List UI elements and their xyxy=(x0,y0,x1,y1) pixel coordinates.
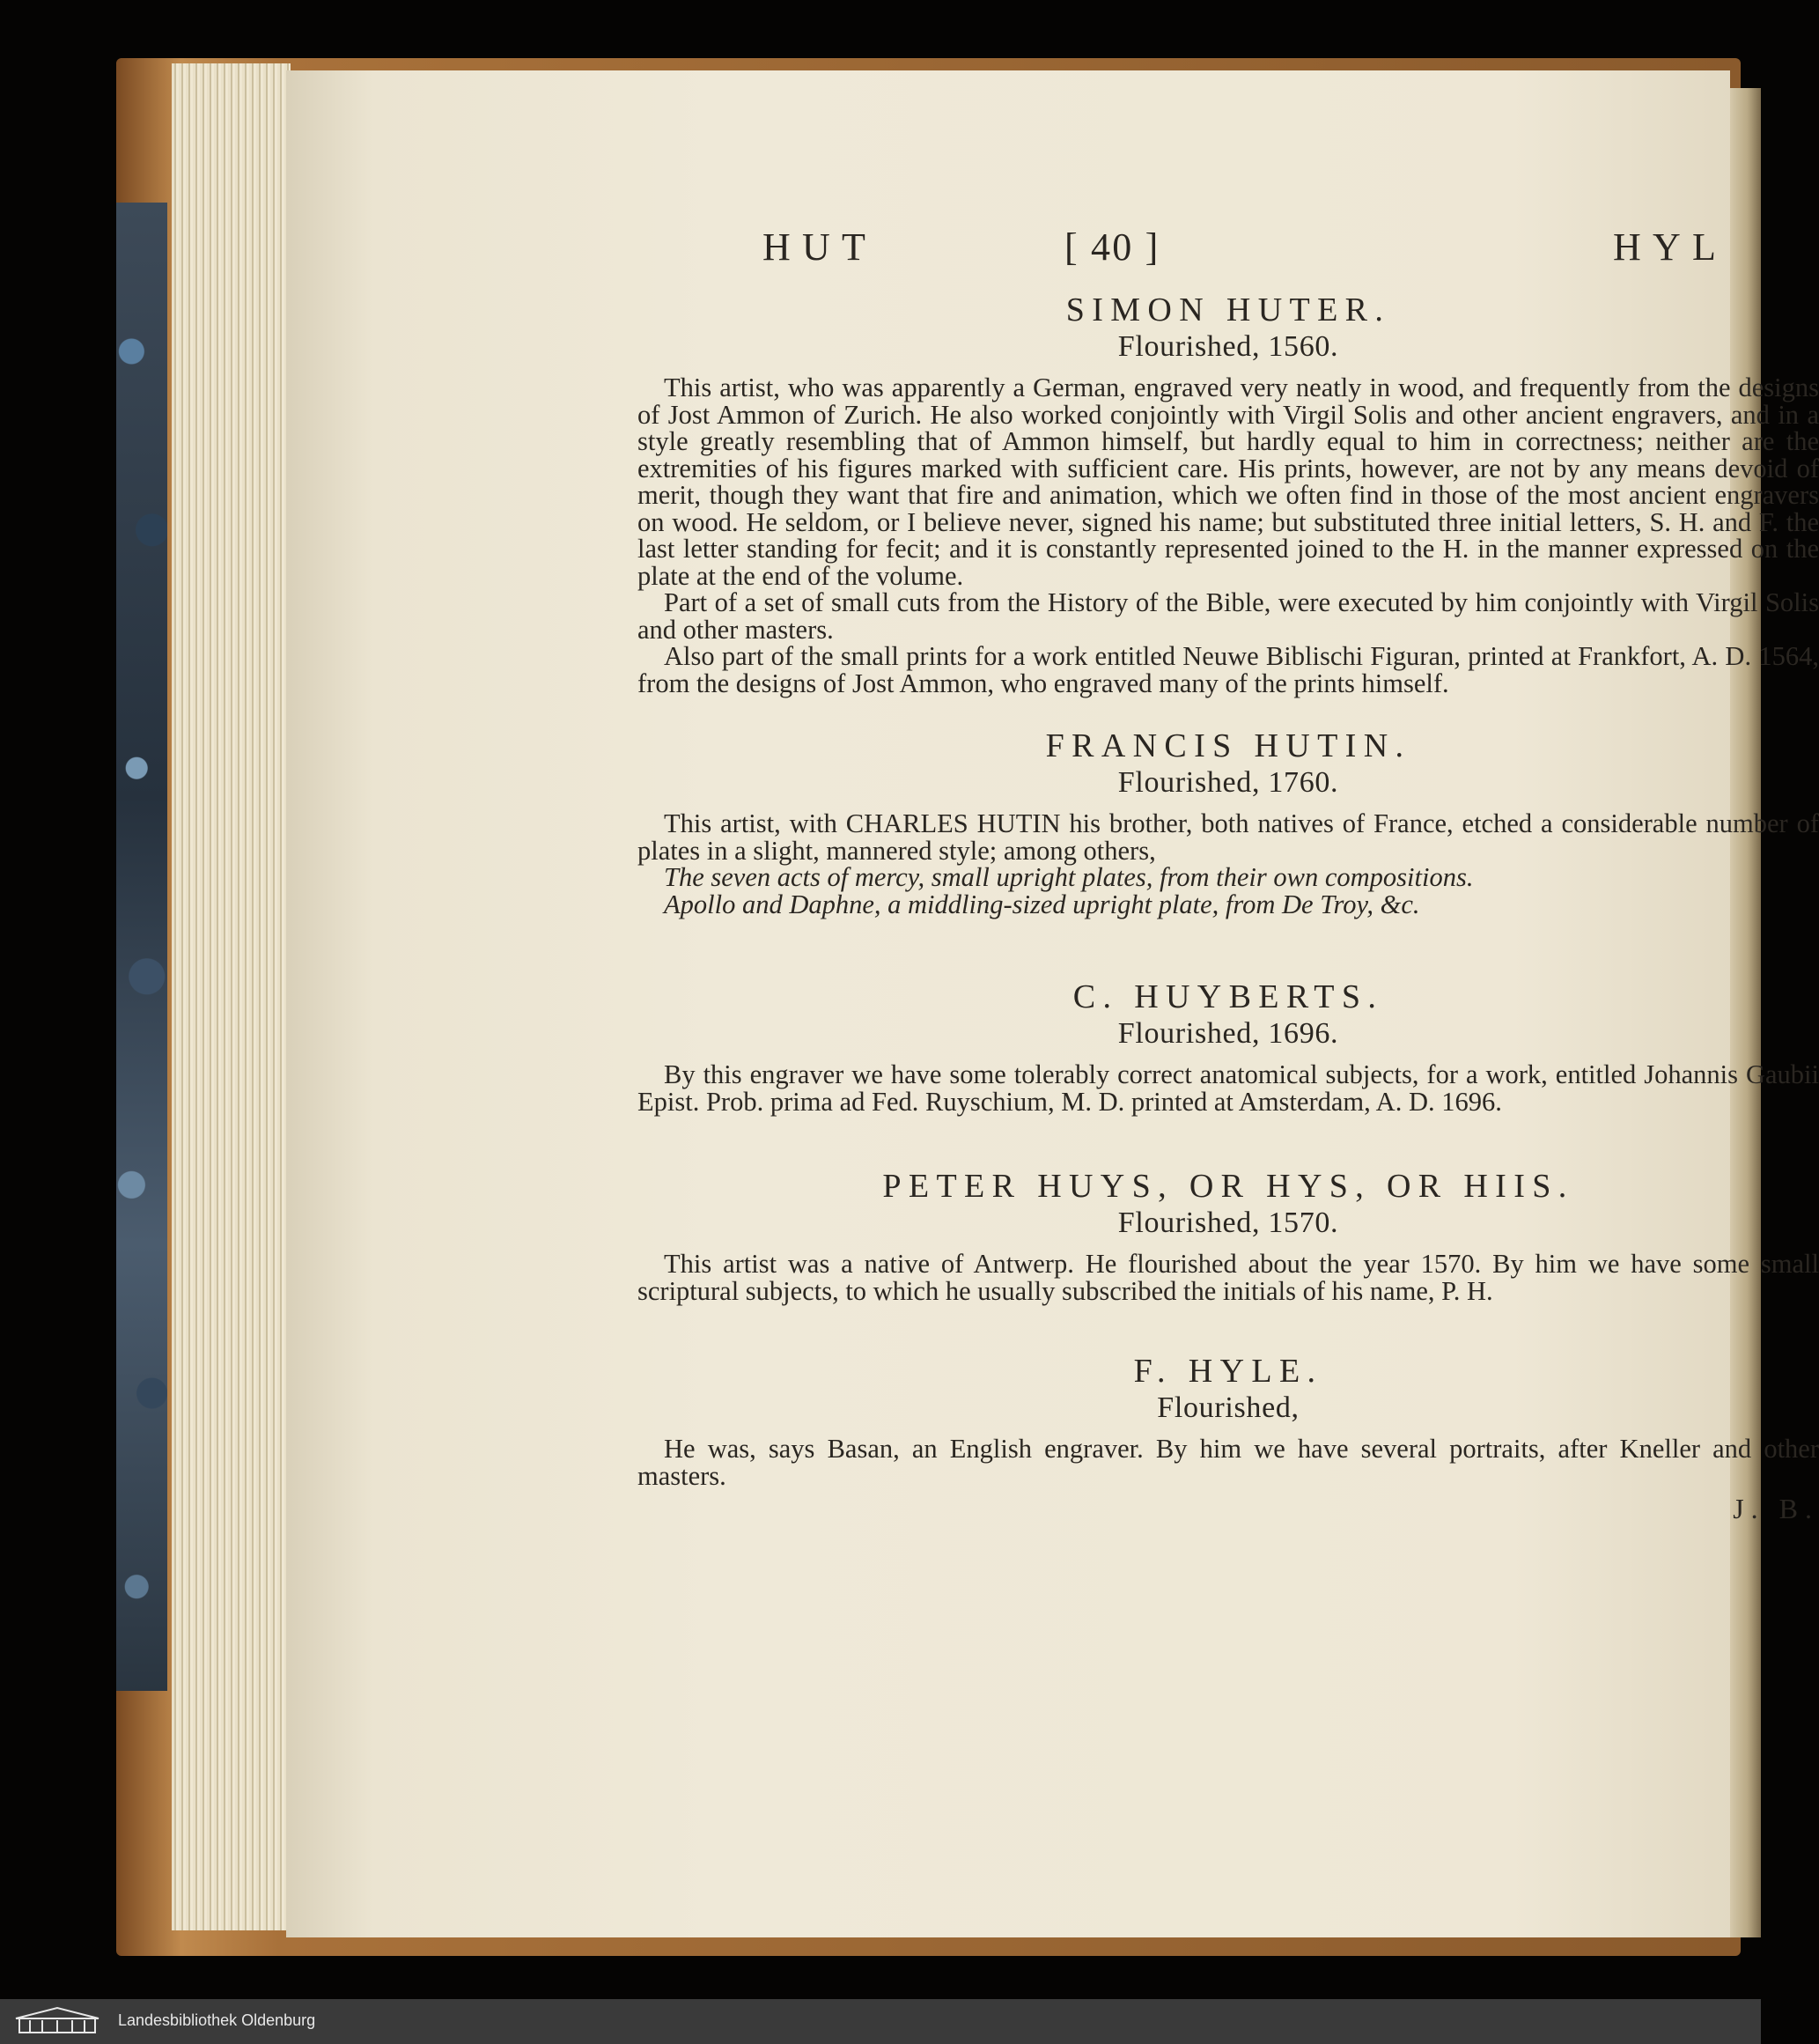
paragraph: The seven acts of mercy, small upright plates, from their own compositions. xyxy=(664,862,1474,892)
entry-body-huyberts xyxy=(637,1061,1819,1115)
entry-title-huyberts: C. HUYBERTS. xyxy=(1072,978,1384,1015)
library-name: Landesbibliothek Oldenburg xyxy=(118,2011,316,2029)
entry-flourished-hyle: Flourished, xyxy=(1157,1391,1300,1424)
paragraph: This artist, who was apparently a German, engraved very neatly in wood, and frequently from the designs of Jost Ammon of Zurich. He also worked conjointly with Virgil Solis and other ancient engravers, and in a style greatly resembling that of Ammon himself, but hardly equal to him in correctness; neither are the extremities of his figures marked with sufficient care. His prints, however, are not by any means devoid of merit, though they want that fire and animation, which we often find in those of the most ancient engravers on wood. He seldom, or I believe never, signed his name; but substituted three initial letters, S. H. and F. the last letter standing for fecit; and it is constantly represented joined to the H. in the manner expressed on the plate at the end of the volume. xyxy=(637,373,1819,591)
entry-body-huys xyxy=(637,1251,1819,1304)
book-page xyxy=(286,70,1819,1937)
page-number: [ 40 ] xyxy=(1064,225,1160,269)
paragraph: By this engraver we have some tolerably correct anatomical subjects, for a work, entitled Johannis Gaubii Epist. Prob. prima ad Fed. Ruyschium, M. D. printed at Amsterdam, A. D. 1696. xyxy=(637,1059,1819,1117)
entry-title-hyle: F. HYLE. xyxy=(1133,1353,1323,1390)
entry-flourished-huyberts: Flourished, 1696. xyxy=(1117,1017,1339,1050)
entry-flourished-huter: Flourished, 1560. xyxy=(1117,330,1339,363)
running-head xyxy=(637,225,1819,295)
paragraph: This artist was a native of Antwerp. He flourished about the year 1570. By him we have some small scriptural subjects, to which he usually subscribed the initials of his name, P. H. xyxy=(637,1249,1819,1306)
paragraph: Part of a set of small cuts from the History of the Bible, were executed by him conjointly with Virgil Solis and other masters. xyxy=(637,587,1819,645)
entry-title-huter: SIMON HUTER. xyxy=(1065,291,1391,328)
library-footer xyxy=(0,1999,1761,2044)
entry-flourished-hutin: Flourished, 1760. xyxy=(1117,766,1339,799)
library-building-icon xyxy=(9,2006,106,2036)
page-edges xyxy=(172,63,291,1930)
paragraph: Also part of the small prints for a work entitled Neuwe Biblischi Figuran, printed at Frankfort, A. D. 1564, from the designs of Jost Ammon, who engraved many of the prints himself. xyxy=(637,641,1819,698)
entry-body-huter xyxy=(637,374,1819,697)
entry-title-hutin: FRANCIS HUTIN. xyxy=(1045,727,1411,764)
paragraph: Apollo and Daphne, a middling-sized upright plate, from De Troy, &c. xyxy=(664,889,1420,919)
entry-flourished-huys: Flourished, 1570. xyxy=(1117,1206,1339,1239)
entry-title-huys: PETER HUYS, OR HYS, OR HIIS. xyxy=(882,1168,1574,1205)
running-head-left: HUT xyxy=(762,225,878,269)
running-head-right: HYL xyxy=(1613,225,1728,269)
entry-body-hyle xyxy=(637,1435,1819,1489)
author-signature: J. B. xyxy=(1733,1493,1819,1524)
marbled-endpaper xyxy=(116,203,167,1691)
paragraph: This artist, with CHARLES HUTIN his brother, both natives of France, etched a considerable number of plates in a slight, mannered style; among others, xyxy=(637,808,1819,866)
entry-body-hutin xyxy=(637,810,1819,918)
paragraph: He was, says Basan, an English engraver. By him we have several portraits, after Kneller and other masters. xyxy=(637,1434,1819,1491)
